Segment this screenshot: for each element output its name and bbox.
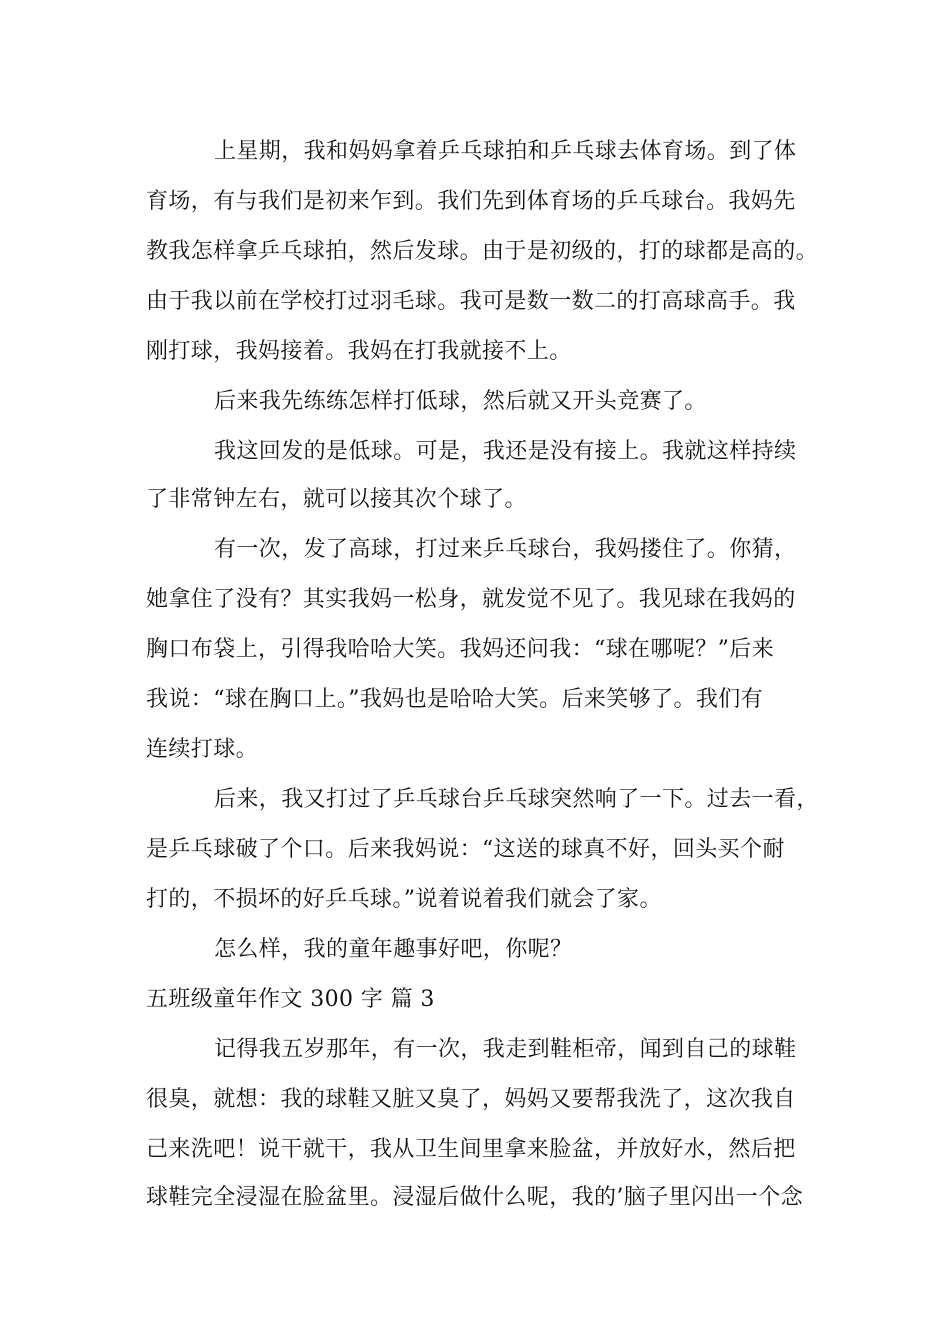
- text-line: 有一次，发了高球，打过来乒乓球台，我妈搂住了。你猜，: [214, 537, 797, 562]
- text-line: 球鞋完全浸湿在脸盆里。浸湿后做什么呢，我的’脑子里闪出一个念: [146, 1185, 803, 1210]
- text-line: 育场，有与我们是初来乍到。我们先到体育场的乒乓球台。我妈先: [146, 189, 796, 214]
- text-line: 记得我五岁那年，有一次，我走到鞋柜帝，闻到自己的球鞋: [214, 1037, 797, 1062]
- text-line: 了非常钟左右，就可以接其次个球了。: [146, 487, 527, 512]
- text-line: 后来我先练练怎样打低球，然后就又开头竞赛了。: [214, 389, 707, 414]
- text-line: 她拿住了没有？其实我妈一松身，就发觉不见了。我见球在我妈的: [146, 587, 796, 612]
- text-line: 胸口布袋上，引得我哈哈大笑。我妈还问我：“球在哪呢？”后来: [146, 637, 775, 662]
- text-line: 打的，不损坏的好乒乓球。”说着说着我们就会了家。: [146, 887, 662, 912]
- section-heading: 五班级童年作文 300 字 篇 3: [146, 987, 435, 1012]
- text-line: 刚打球，我妈接着。我妈在打我就接不上。: [146, 339, 572, 364]
- text-line: 己来洗吧！说干就干，我从卫生间里拿来脸盆，并放好水，然后把: [146, 1137, 796, 1162]
- text-line: 由于我以前在学校打过羽毛球。我可是数一数二的打高球高手。我: [146, 289, 796, 314]
- text-line: 很臭，就想：我的球鞋又脏又臭了，妈妈又要帮我洗了，这次我自: [146, 1087, 796, 1112]
- text-line: 怎么样，我的童年趣事好吧，你呢？: [214, 937, 573, 962]
- text-line: 是乒乓球破了个口。后来我妈说：“这送的球真不好，回头买个耐: [146, 837, 785, 862]
- text-line: 教我怎样拿乒乓球拍，然后发球。由于是初级的，打的球都是高的。: [146, 239, 819, 264]
- text-line: 后来，我又打过了乒乓球台乒乓球突然响了一下。过去一看，: [214, 787, 819, 812]
- text-line: 我这回发的是低球。可是，我还是没有接上。我就这样持续: [214, 439, 797, 464]
- text-line: 我说：“球在胸口上。”我妈也是哈哈大笑。后来笑够了。我们有: [146, 687, 764, 712]
- text-line: 上星期，我和妈妈拿着乒乓球拍和乒乓球去体育场。到了体: [214, 139, 797, 164]
- text-line: 连续打球。: [146, 737, 259, 762]
